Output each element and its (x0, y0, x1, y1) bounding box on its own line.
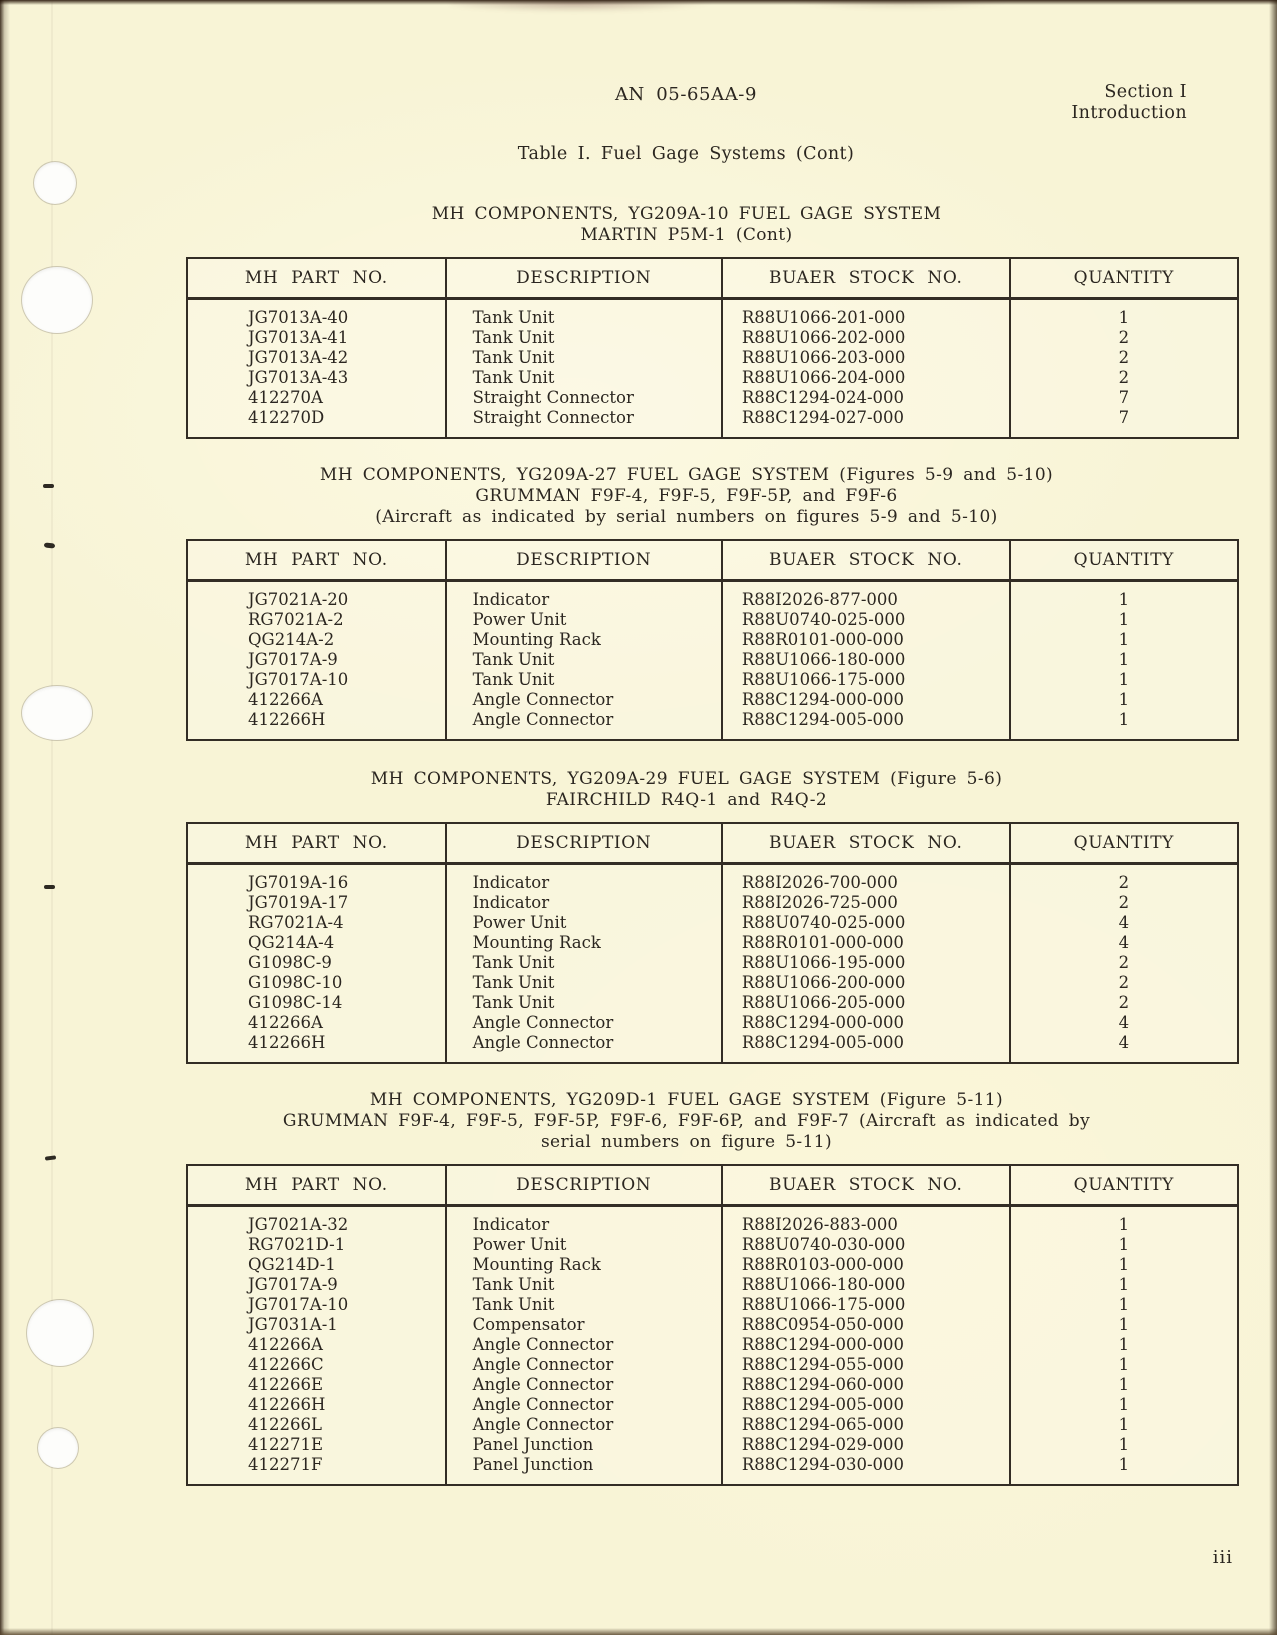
description-cell: Angle Connector (446, 1013, 722, 1033)
quantity-cell: 1 (1010, 1395, 1238, 1415)
quantity-cell: 1 (1010, 670, 1238, 690)
stock-no-cell: R88I2026-883-000 (722, 1206, 1010, 1236)
table-row (187, 408, 1238, 438)
stock-no-cell: R88U1066-195-000 (722, 953, 1010, 973)
section-heading-line: MH COMPONENTS, YG209A-10 FUEL GAGE SYSTEM (431, 204, 942, 224)
parts-table (186, 539, 1239, 741)
description-cell: Tank Unit (446, 953, 722, 973)
part-no-cell: 412266A (248, 1335, 323, 1354)
column-header: BUAER STOCK NO. (722, 823, 1010, 864)
margin-mark (45, 1155, 56, 1160)
table-row (187, 993, 1238, 1013)
quantity-cell: 1 (1010, 1455, 1238, 1485)
stock-no-cell: R88C1294-005-000 (722, 710, 1010, 740)
stock-no-cell: R88U1066-204-000 (722, 368, 1010, 388)
description-cell: Panel Junction (446, 1455, 722, 1485)
component-section (186, 1090, 1239, 1486)
part-no-cell: JG7013A-43 (248, 368, 349, 387)
table-row (187, 864, 1238, 894)
part-no-cell: JG7017A-9 (248, 1275, 338, 1294)
table-row (187, 933, 1238, 953)
stock-no-cell: R88R0103-000-000 (722, 1255, 1010, 1275)
stock-no-cell: R88U1066-180-000 (722, 650, 1010, 670)
section-heading (160, 1090, 1213, 1153)
table-row (187, 1295, 1238, 1315)
quantity-cell: 7 (1010, 408, 1238, 438)
table-row (187, 610, 1238, 630)
quantity-cell: 1 (1010, 1206, 1238, 1236)
quantity-cell: 2 (1010, 864, 1238, 894)
stock-no-cell: R88C1294-024-000 (722, 388, 1010, 408)
punch-hole (34, 162, 76, 204)
description-cell: Mounting Rack (446, 630, 722, 650)
stock-no-cell: R88U0740-025-000 (722, 610, 1010, 630)
table-row (187, 1255, 1238, 1275)
description-cell: Mounting Rack (446, 933, 722, 953)
table-row (187, 1315, 1238, 1335)
description-cell: Indicator (446, 581, 722, 611)
section-reference (1071, 82, 1187, 124)
table-row (187, 328, 1238, 348)
quantity-cell: 1 (1010, 299, 1238, 329)
table-row (187, 913, 1238, 933)
parts-table (186, 257, 1239, 439)
table-row (187, 650, 1238, 670)
quantity-cell: 2 (1010, 993, 1238, 1013)
quantity-cell: 2 (1010, 328, 1238, 348)
description-cell: Tank Unit (446, 299, 722, 329)
stock-no-cell: R88C1294-000-000 (722, 1335, 1010, 1355)
part-no-cell: 412266E (248, 1375, 324, 1394)
description-cell: Straight Connector (446, 408, 722, 438)
column-header: MH PART NO. (187, 823, 446, 864)
section-heading-line: MH COMPONENTS, YG209A-29 FUEL GAGE SYSTEM (Figure 5-6) (370, 769, 1003, 789)
table-row (187, 1395, 1238, 1415)
stock-no-cell: R88C1294-055-000 (722, 1355, 1010, 1375)
punch-hole (27, 1300, 93, 1366)
quantity-cell: 1 (1010, 1315, 1238, 1335)
stock-no-cell: R88U1066-175-000 (722, 670, 1010, 690)
quantity-cell: 1 (1010, 650, 1238, 670)
table-row (187, 973, 1238, 993)
description-cell: Angle Connector (446, 1415, 722, 1435)
table-row (187, 710, 1238, 740)
part-no-cell: G1098C-9 (248, 953, 332, 972)
component-section (186, 769, 1239, 1064)
page-number: iii (1212, 1547, 1233, 1568)
quantity-cell: 1 (1010, 1335, 1238, 1355)
table-row (187, 1235, 1238, 1255)
column-header: BUAER STOCK NO. (722, 258, 1010, 299)
stock-no-cell: R88U1066-205-000 (722, 993, 1010, 1013)
part-no-cell: 412266A (248, 690, 323, 709)
quantity-cell: 4 (1010, 1013, 1238, 1033)
stock-no-cell: R88I2026-725-000 (722, 893, 1010, 913)
stock-no-cell: R88C1294-065-000 (722, 1415, 1010, 1435)
section-heading-line: FAIRCHILD R4Q-1 and R4Q-2 (545, 790, 828, 810)
column-header: BUAER STOCK NO. (722, 540, 1010, 581)
part-no-cell: RG7021A-4 (248, 913, 344, 932)
quantity-cell: 1 (1010, 630, 1238, 650)
part-no-cell: JG7019A-16 (248, 873, 349, 892)
stock-no-cell: R88C1294-000-000 (722, 1013, 1010, 1033)
quantity-cell: 7 (1010, 388, 1238, 408)
stock-no-cell: R88U1066-201-000 (722, 299, 1010, 329)
quantity-cell: 2 (1010, 893, 1238, 913)
table-row (187, 1033, 1238, 1063)
part-no-cell: 412266A (248, 1013, 323, 1032)
table-row (187, 581, 1238, 611)
part-no-cell: QG214A-2 (248, 630, 335, 649)
stock-no-cell: R88U1066-200-000 (722, 973, 1010, 993)
part-no-cell: QG214D-1 (248, 1255, 336, 1274)
part-no-cell: JG7017A-10 (248, 670, 349, 689)
quantity-cell: 4 (1010, 933, 1238, 953)
document-number: AN 05-65AA-9 (614, 84, 758, 105)
table-row (187, 953, 1238, 973)
chapter-label: Introduction (1071, 103, 1187, 123)
margin-mark (43, 484, 54, 488)
quantity-cell: 4 (1010, 1033, 1238, 1063)
part-no-cell: JG7019A-17 (248, 893, 349, 912)
stock-no-cell: R88C1294-030-000 (722, 1455, 1010, 1485)
table-row (187, 1275, 1238, 1295)
part-no-cell: JG7021A-32 (248, 1215, 349, 1234)
table-row (187, 1013, 1238, 1033)
part-no-cell: JG7013A-42 (248, 348, 349, 367)
quantity-cell: 1 (1010, 1275, 1238, 1295)
description-cell: Tank Unit (446, 1275, 722, 1295)
section-heading-line: serial numbers on figure 5-11) (540, 1132, 833, 1152)
table-header-row (187, 1165, 1238, 1206)
part-no-cell: JG7017A-9 (248, 650, 338, 669)
description-cell: Compensator (446, 1315, 722, 1335)
section-label: Section I (1104, 82, 1187, 102)
description-cell: Power Unit (446, 913, 722, 933)
part-no-cell: 412266H (248, 1033, 326, 1052)
table-row (187, 299, 1238, 329)
column-header: DESCRIPTION (446, 823, 722, 864)
paper-crease (51, 0, 53, 1635)
description-cell: Panel Junction (446, 1435, 722, 1455)
stock-no-cell: R88U1066-203-000 (722, 348, 1010, 368)
section-heading (160, 204, 1213, 246)
description-cell: Angle Connector (446, 1375, 722, 1395)
table-title: Table I. Fuel Gage Systems (Cont) (517, 144, 855, 164)
column-header: DESCRIPTION (446, 1165, 722, 1206)
description-cell: Angle Connector (446, 690, 722, 710)
part-no-cell: 412270D (248, 408, 325, 427)
ink-smudge (450, 0, 760, 16)
part-no-cell: G1098C-14 (248, 993, 343, 1012)
description-cell: Tank Unit (446, 670, 722, 690)
description-cell: Mounting Rack (446, 1255, 722, 1275)
part-no-cell: 412266H (248, 1395, 326, 1414)
section-heading-line: MH COMPONENTS, YG209D-1 FUEL GAGE SYSTEM (Figure 5-11) (369, 1090, 1004, 1110)
parts-table (186, 822, 1239, 1064)
quantity-cell: 1 (1010, 1375, 1238, 1395)
column-header: MH PART NO. (187, 540, 446, 581)
quantity-cell: 2 (1010, 348, 1238, 368)
part-no-cell: 412271E (248, 1435, 324, 1454)
quantity-cell: 2 (1010, 973, 1238, 993)
table-row (187, 1455, 1238, 1485)
table-header-row (187, 823, 1238, 864)
section-heading (160, 465, 1213, 528)
description-cell: Angle Connector (446, 1395, 722, 1415)
column-header: DESCRIPTION (446, 258, 722, 299)
description-cell: Angle Connector (446, 1355, 722, 1375)
stock-no-cell: R88U1066-180-000 (722, 1275, 1010, 1295)
description-cell: Tank Unit (446, 348, 722, 368)
table-row (187, 1415, 1238, 1435)
table-row (187, 690, 1238, 710)
table-row (187, 1335, 1238, 1355)
description-cell: Angle Connector (446, 1335, 722, 1355)
column-header: QUANTITY (1010, 258, 1238, 299)
part-no-cell: G1098C-10 (248, 973, 343, 992)
stock-no-cell: R88U0740-030-000 (722, 1235, 1010, 1255)
stock-no-cell: R88I2026-877-000 (722, 581, 1010, 611)
quantity-cell: 1 (1010, 1355, 1238, 1375)
description-cell: Indicator (446, 1206, 722, 1236)
stock-no-cell: R88C1294-060-000 (722, 1375, 1010, 1395)
description-cell: Tank Unit (446, 1295, 722, 1315)
section-heading-line: MARTIN P5M-1 (Cont) (580, 225, 793, 245)
stock-no-cell: R88R0101-000-000 (722, 933, 1010, 953)
column-header: QUANTITY (1010, 540, 1238, 581)
quantity-cell: 1 (1010, 1415, 1238, 1435)
section-heading-line: GRUMMAN F9F-4, F9F-5, F9F-5P, F9F-6, F9F-6P, and F9F-7 (Aircraft as indicated by (282, 1111, 1091, 1131)
description-cell: Indicator (446, 893, 722, 913)
part-no-cell: 412266L (248, 1415, 322, 1434)
part-no-cell: JG7021A-20 (248, 590, 349, 609)
part-no-cell: JG7013A-40 (248, 308, 349, 327)
margin-mark (44, 542, 55, 548)
stock-no-cell: R88C1294-000-000 (722, 690, 1010, 710)
part-no-cell: JG7013A-41 (248, 328, 349, 347)
stock-no-cell: R88U0740-025-000 (722, 913, 1010, 933)
quantity-cell: 1 (1010, 1255, 1238, 1275)
page-edge-right (1269, 0, 1277, 1635)
stock-no-cell: R88R0101-000-000 (722, 630, 1010, 650)
quantity-cell: 1 (1010, 1295, 1238, 1315)
part-no-cell: 412266C (248, 1355, 324, 1374)
table-row (187, 1206, 1238, 1236)
column-header: DESCRIPTION (446, 540, 722, 581)
quantity-cell: 1 (1010, 581, 1238, 611)
description-cell: Tank Unit (446, 993, 722, 1013)
column-header: BUAER STOCK NO. (722, 1165, 1010, 1206)
description-cell: Tank Unit (446, 368, 722, 388)
column-header: QUANTITY (1010, 1165, 1238, 1206)
table-header-row (187, 540, 1238, 581)
table-row (187, 388, 1238, 408)
column-header: MH PART NO. (187, 258, 446, 299)
description-cell: Power Unit (446, 610, 722, 630)
column-header: QUANTITY (1010, 823, 1238, 864)
quantity-cell: 4 (1010, 913, 1238, 933)
stock-no-cell: R88C0954-050-000 (722, 1315, 1010, 1335)
punch-hole (22, 267, 92, 333)
description-cell: Straight Connector (446, 388, 722, 408)
description-cell: Tank Unit (446, 650, 722, 670)
table-row (187, 1375, 1238, 1395)
quantity-cell: 1 (1010, 690, 1238, 710)
table-row (187, 893, 1238, 913)
quantity-cell: 1 (1010, 1435, 1238, 1455)
description-cell: Tank Unit (446, 973, 722, 993)
stock-no-cell: R88U1066-175-000 (722, 1295, 1010, 1315)
part-no-cell: JG7017A-10 (248, 1295, 349, 1314)
component-section (186, 204, 1239, 439)
quantity-cell: 1 (1010, 610, 1238, 630)
quantity-cell: 2 (1010, 368, 1238, 388)
quantity-cell: 1 (1010, 1235, 1238, 1255)
margin-mark (44, 885, 55, 889)
description-cell: Angle Connector (446, 710, 722, 740)
table-header-row (187, 258, 1238, 299)
column-header: MH PART NO. (187, 1165, 446, 1206)
page-edge-left (0, 0, 10, 1635)
part-no-cell: RG7021D-1 (248, 1235, 346, 1254)
table-row (187, 1355, 1238, 1375)
section-heading (160, 769, 1213, 811)
sections-container (186, 196, 1239, 1486)
description-cell: Power Unit (446, 1235, 722, 1255)
page-edge-bottom (0, 1628, 1277, 1635)
description-cell: Tank Unit (446, 328, 722, 348)
section-heading-line: GRUMMAN F9F-4, F9F-5, F9F-5P, and F9F-6 (475, 486, 898, 506)
stock-no-cell: R88I2026-700-000 (722, 864, 1010, 894)
ink-smudge (780, 0, 1020, 12)
stock-no-cell: R88C1294-005-000 (722, 1033, 1010, 1063)
section-heading-line: MH COMPONENTS, YG209A-27 FUEL GAGE SYSTEM (Figures 5-9 and 5-10) (319, 465, 1054, 485)
section-heading-line: (Aircraft as indicated by serial numbers on figures 5-9 and 5-10) (375, 507, 998, 527)
quantity-cell: 2 (1010, 953, 1238, 973)
quantity-cell: 1 (1010, 710, 1238, 740)
table-row (187, 1435, 1238, 1455)
parts-table (186, 1164, 1239, 1486)
table-row (187, 348, 1238, 368)
stock-no-cell: R88C1294-005-000 (722, 1395, 1010, 1415)
stock-no-cell: R88C1294-027-000 (722, 408, 1010, 438)
table-row (187, 670, 1238, 690)
part-no-cell: 412270A (248, 388, 323, 407)
part-no-cell: RG7021A-2 (248, 610, 344, 629)
table-row (187, 630, 1238, 650)
part-no-cell: 412271F (248, 1455, 323, 1474)
stock-no-cell: R88C1294-029-000 (722, 1435, 1010, 1455)
component-section (186, 465, 1239, 741)
stock-no-cell: R88U1066-202-000 (722, 328, 1010, 348)
description-cell: Indicator (446, 864, 722, 894)
punch-hole (22, 686, 92, 740)
part-no-cell: 412266H (248, 710, 326, 729)
punch-hole (38, 1428, 78, 1468)
part-no-cell: JG7031A-1 (248, 1315, 338, 1334)
table-row (187, 368, 1238, 388)
part-no-cell: QG214A-4 (248, 933, 335, 952)
description-cell: Angle Connector (446, 1033, 722, 1063)
